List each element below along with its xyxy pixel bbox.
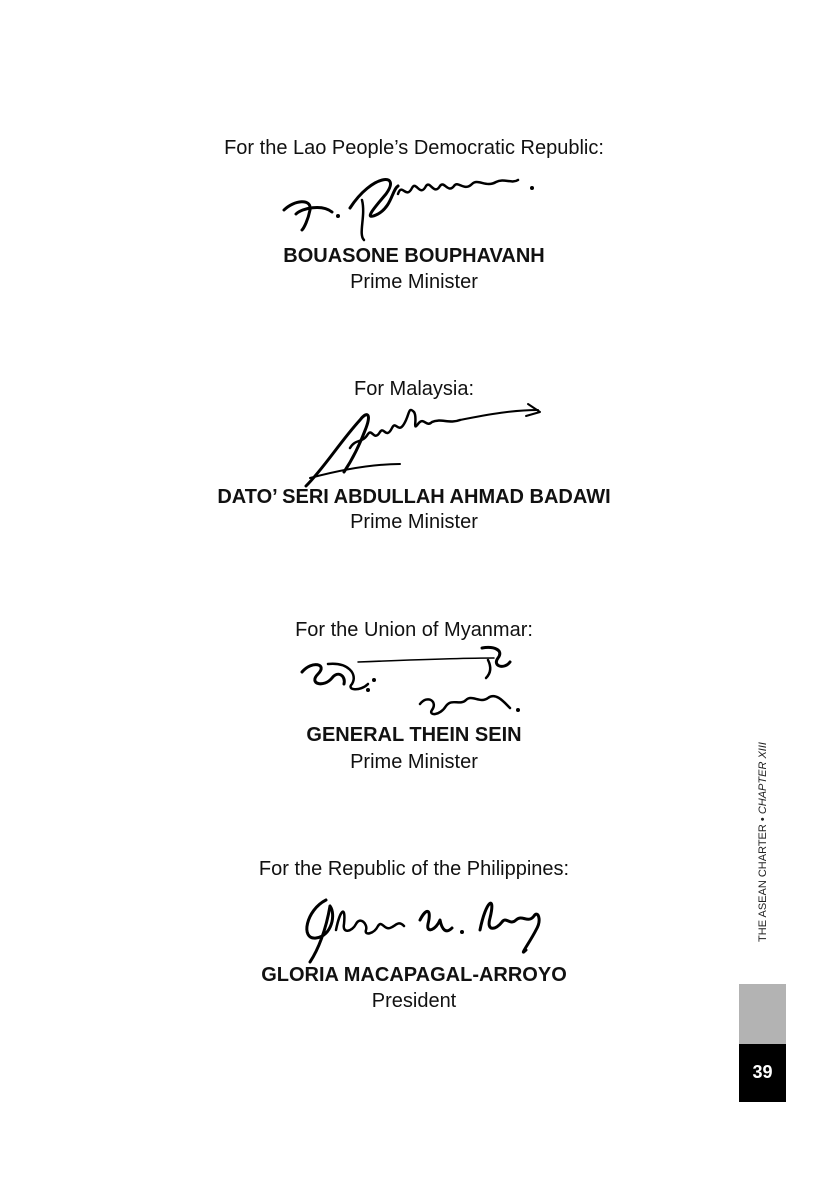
for-line: For the Republic of the Philippines: — [258, 858, 570, 880]
signatory-name: DATO’ SERI ABDULLAH AHMAD BADAWI — [217, 486, 611, 508]
separator-dot: • — [757, 817, 769, 822]
chapter-label: CHAPTER XIII — [757, 742, 769, 815]
page-tab-black — [739, 1044, 786, 1102]
for-line: For the Lao People’s Democratic Republic: — [224, 137, 604, 159]
signature-image — [296, 890, 546, 970]
signatory-title: Prime Minister — [350, 511, 478, 533]
signatory-title: Prime Minister — [350, 271, 478, 293]
signature-image — [300, 398, 550, 488]
signatory-name: GLORIA MACAPAGAL-ARROYO — [261, 964, 567, 986]
running-header — [752, 738, 774, 946]
signature-image — [298, 644, 528, 724]
for-line: For the Union of Myanmar: — [295, 619, 533, 641]
signatory-title: President — [371, 990, 457, 1012]
book-title: THE ASEAN CHARTER — [757, 824, 769, 942]
signature-image — [282, 170, 542, 240]
page-tab-gray — [739, 984, 786, 1044]
signatory-name: BOUASONE BOUPHAVANH — [283, 245, 545, 267]
signatory-title: Prime Minister — [350, 751, 478, 773]
page-number: 39 — [752, 1062, 773, 1082]
signatory-name: GENERAL THEIN SEIN — [306, 724, 522, 746]
for-line: For Malaysia: — [353, 378, 475, 400]
